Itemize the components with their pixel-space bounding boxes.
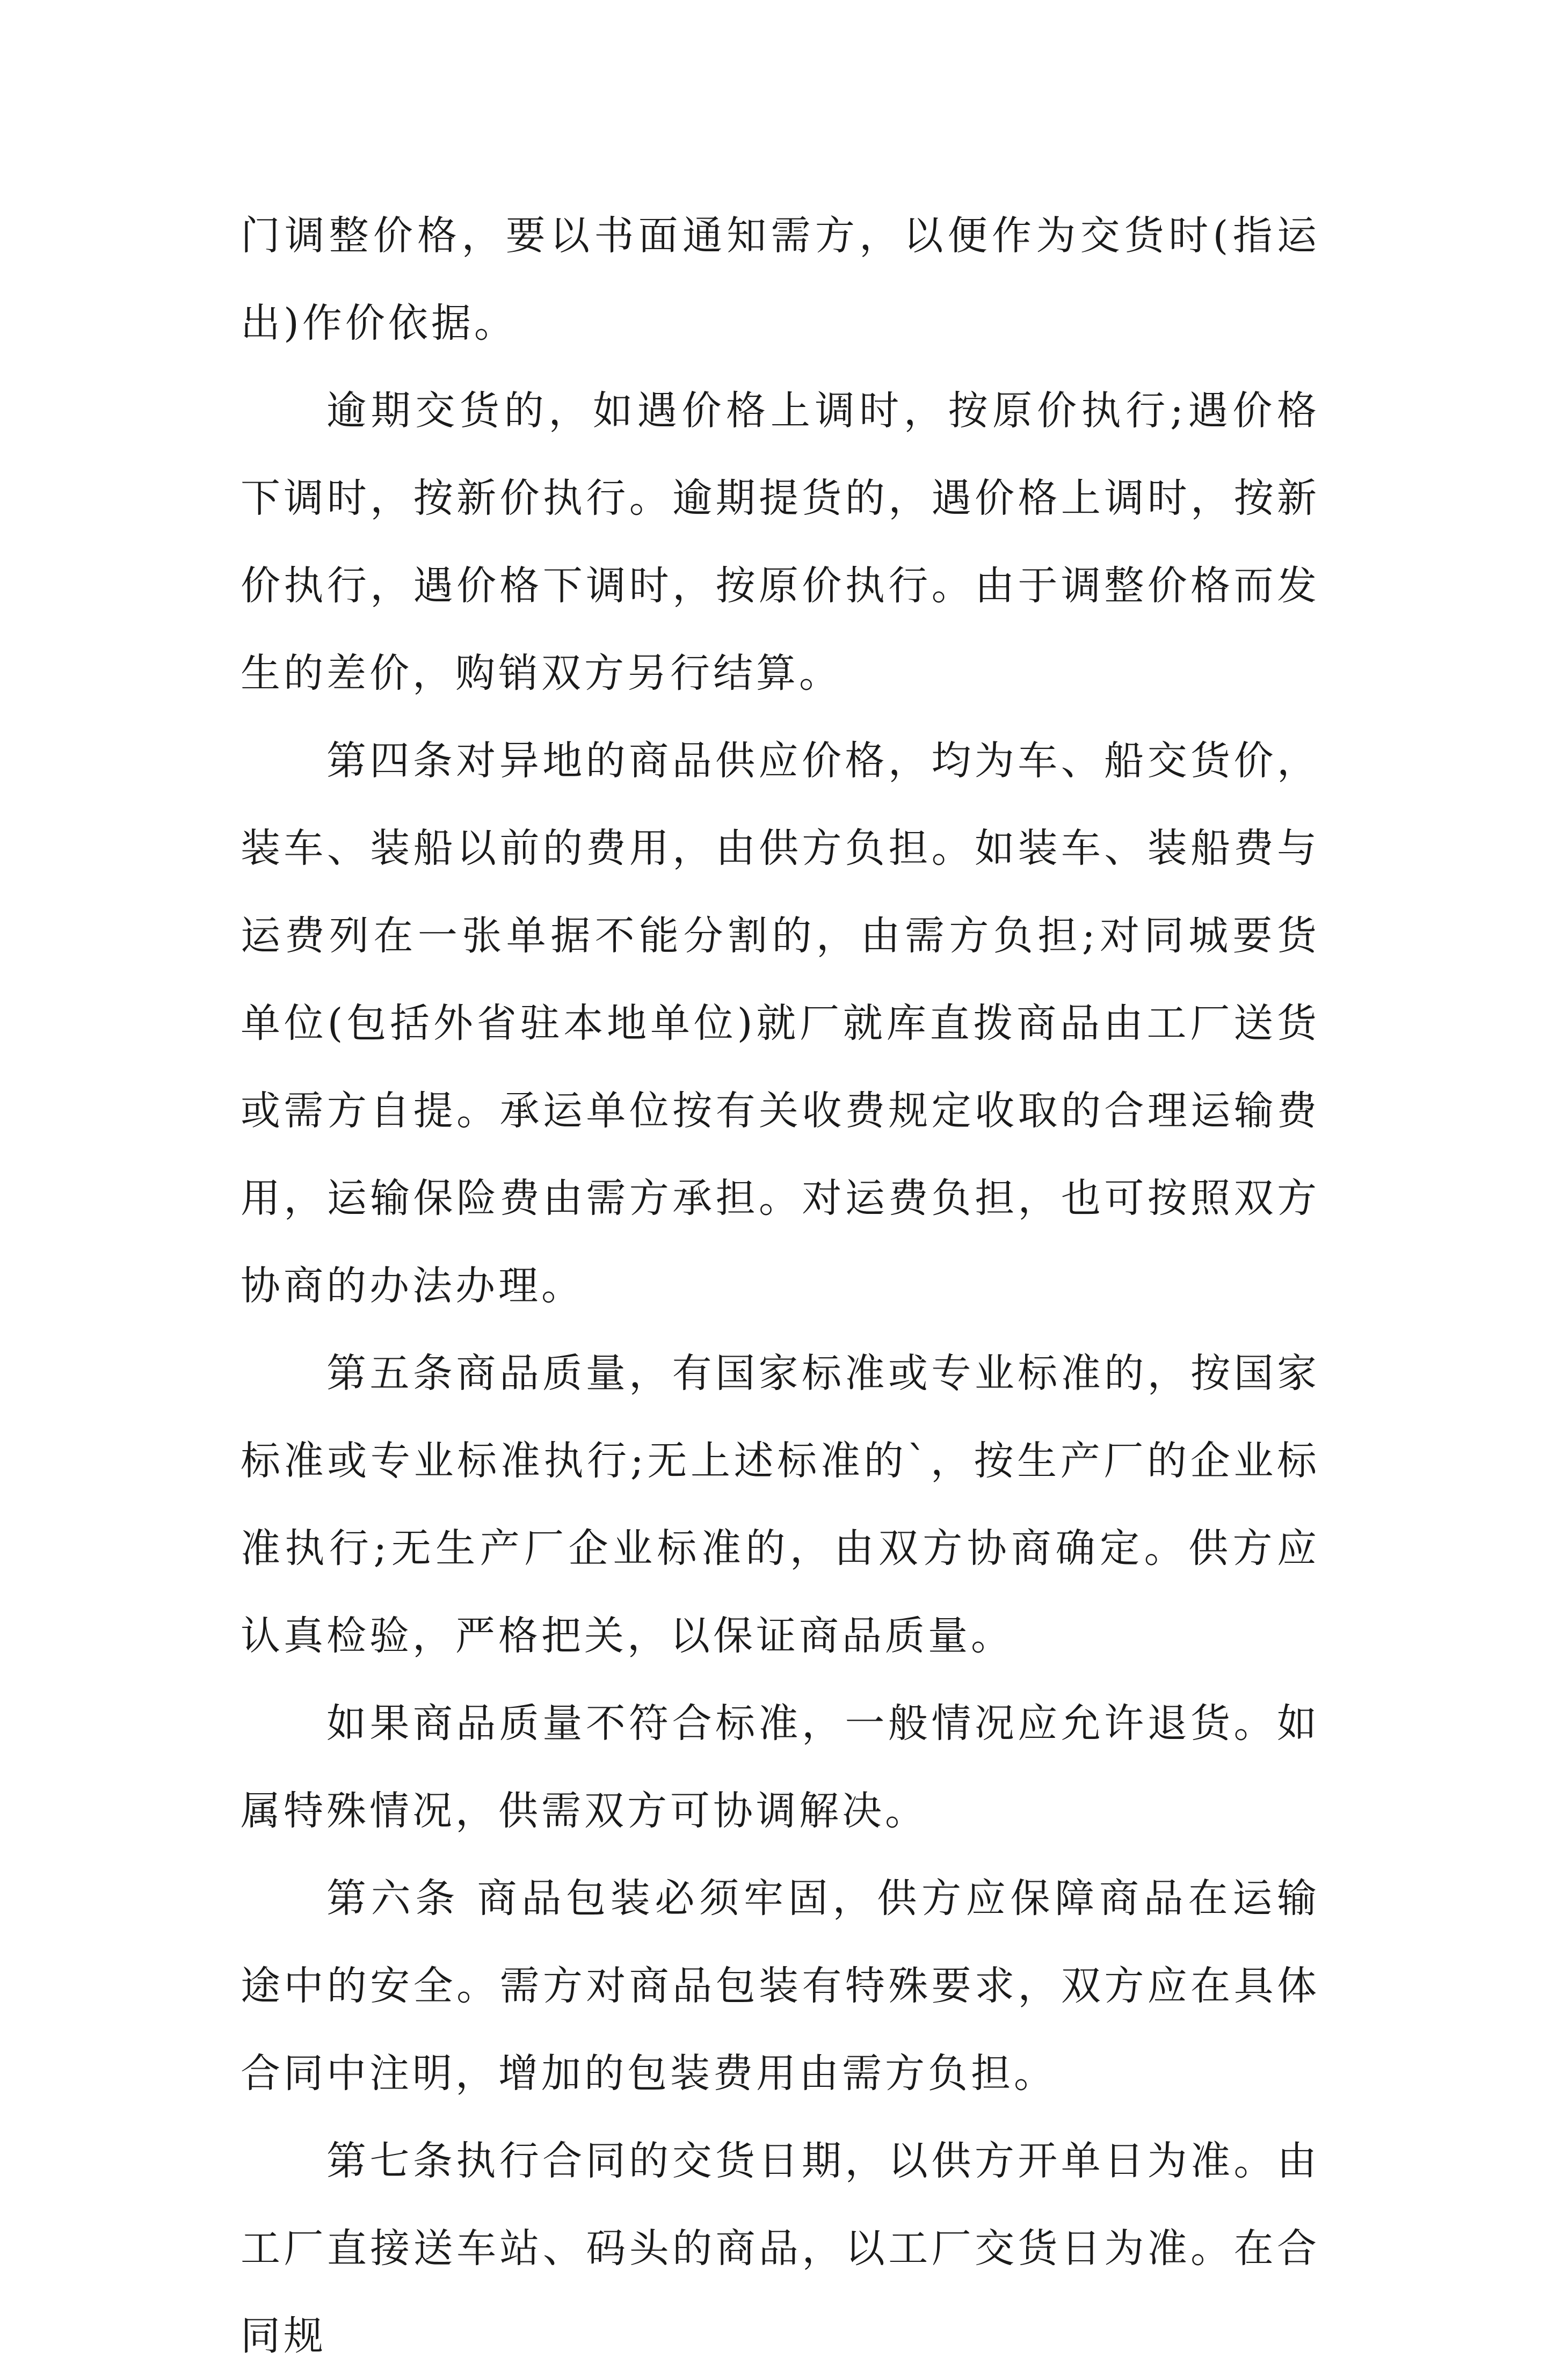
paragraph-returns: 如果商品质量不符合标准，一般情况应允许退货。如属特殊情况，供需双方可协调解决。 (241, 1700, 1320, 1834)
paragraph-article-4-transport-costs: 第四条对异地的商品供应价格，均为车、船交货价，装车、装船以前的费用，由供方负担。如装车、装船费与运费列在一张单据不能分割的，由需方负担;对同城要货单位(包括外省驻本地单位)就厂就库直拨商品由工厂送货或需方自提。承运单位按有关收费规定收取的合理运输费用，运输保险费由需方承担。对运费负担，也可按照双方协商的办法办理。 (241, 738, 1320, 1309)
paragraph-article-7-delivery-date: 第七条执行合同的交货日期，以供方开单日为准。由工厂直接送车站、码头的商品，以工厂交货日为准。在合同规 (241, 2138, 1320, 2359)
paragraph-article-5-quality: 第五条商品质量，有国家标准或专业标准的，按国家标准或专业标准执行;无上述标准的`，按生产厂的企业标准执行;无生产厂企业标准的，由双方协商确定。供方应认真检验，严格把关，以保证商品质量。 (241, 1350, 1320, 1659)
document-body (241, 192, 1320, 2380)
paragraph-article-6-packaging: 第六条 商品包装必须牢固，供方应保障商品在运输途中的安全。需方对商品包装有特殊要求，双方应在具体合同中注明，增加的包装费用由需方负担。 (241, 1875, 1320, 2097)
paragraph-price-adjustment-notice: 门调整价格，要以书面通知需方，以便作为交货时(指运出)作价依据。 (241, 213, 1320, 346)
paragraph-late-delivery-pricing: 逾期交货的，如遇价格上调时，按原价执行;遇价格下调时，按新价执行。逾期提货的，遇价格上调时，按新价执行，遇价格下调时，按原价执行。由于调整价格而发生的差价，购销双方另行结算。 (241, 388, 1320, 696)
